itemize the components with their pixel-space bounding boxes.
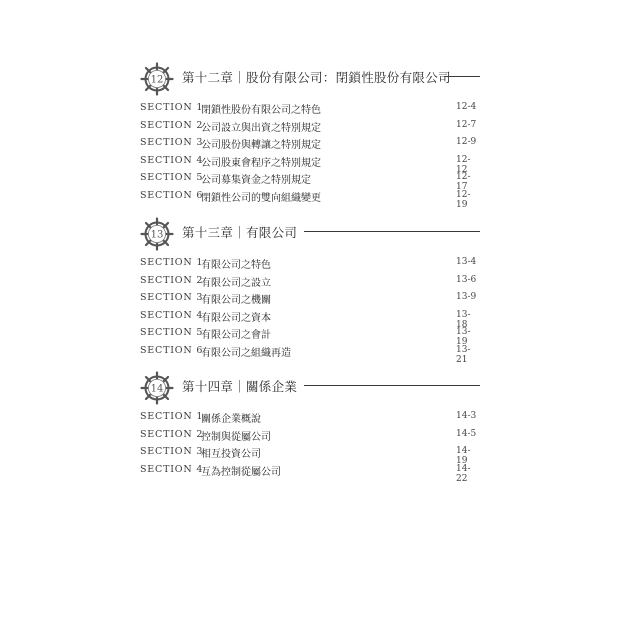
section-label: SECTION 1 (140, 257, 204, 268)
section-row[interactable] (140, 100, 480, 118)
section-page-number: 12-12 (456, 154, 471, 175)
section-row[interactable] (140, 325, 480, 348)
section-title: 有限公司之設立 (201, 277, 271, 289)
section-title: 公司設立與出資之特別規定 (201, 122, 321, 134)
section-page-number: 14-5 (456, 428, 477, 439)
chapter-12 (140, 66, 480, 210)
section-label: SECTION 5 (140, 327, 204, 339)
section-label: SECTION 3 (140, 137, 204, 149)
chapter-number: 13 (150, 229, 164, 241)
section-label: SECTION 4 (140, 154, 204, 166)
section-title: 相互投資公司 (201, 449, 261, 461)
chapter-header (140, 221, 480, 247)
section-title: 控制與從屬公司 (201, 431, 271, 443)
section-title: 公司募集資金之特別規定 (201, 175, 311, 187)
ship-wheel-icon (140, 217, 174, 251)
section-page-number: 14-19 (456, 446, 471, 467)
section-title: 互為控制從屬公司 (201, 466, 281, 478)
chapter-14 (140, 375, 480, 484)
section-label: SECTION 4 (140, 463, 204, 475)
section-row[interactable] (140, 273, 480, 291)
chapter-header (140, 375, 480, 401)
chapter-number: 12 (150, 74, 164, 86)
section-row[interactable] (140, 343, 480, 365)
section-page-number: 13-9 (456, 292, 477, 303)
section-row[interactable] (140, 290, 480, 308)
section-row[interactable] (140, 153, 480, 175)
section-page-number: 13-19 (456, 327, 471, 348)
section-page-number: 13-21 (456, 344, 471, 365)
section-page-number: 12-9 (456, 137, 477, 148)
chapter-number: 14 (150, 383, 164, 395)
section-label: SECTION 1 (140, 102, 204, 113)
section-row[interactable] (140, 308, 480, 330)
section-page-number: 12-4 (456, 102, 477, 112)
section-page-number: 12-19 (456, 189, 471, 210)
chapter-rule (304, 385, 480, 386)
section-label: SECTION 3 (140, 292, 204, 304)
section-title: 有限公司之機關 (201, 295, 271, 307)
section-label: SECTION 5 (140, 172, 204, 184)
section-row[interactable] (140, 462, 480, 484)
section-row[interactable] (140, 409, 480, 427)
section-title: 關係企業概說 (201, 414, 261, 425)
chapter-rule (444, 76, 480, 77)
ship-wheel-icon (140, 371, 174, 405)
chapter-title: 第十二章｜股份有限公司：閉鎖性股份有限公司 (182, 70, 451, 85)
section-title: 公司股東會程序之特別規定 (201, 157, 321, 169)
section-row[interactable] (140, 444, 480, 467)
chapter-13 (140, 221, 480, 365)
section-page-number: 12-17 (456, 172, 471, 193)
section-page-number: 13-6 (456, 274, 477, 285)
section-page-number: 14-22 (456, 463, 471, 484)
section-label: SECTION 2 (140, 119, 204, 131)
section-title: 公司股份與轉讓之特別規定 (201, 140, 321, 152)
section-label: SECTION 1 (140, 411, 204, 422)
section-label: SECTION 6 (140, 189, 204, 201)
section-page-number: 13-4 (456, 257, 477, 267)
chapter-header (140, 66, 480, 92)
chapter-title: 第十四章｜關係企業 (182, 379, 298, 394)
section-label: SECTION 6 (140, 344, 204, 356)
section-row[interactable] (140, 170, 480, 193)
ship-wheel-icon (140, 62, 174, 96)
section-list (140, 255, 480, 365)
chapter-title: 第十三章｜有限公司 (182, 225, 298, 240)
section-title: 有限公司之組織再造 (201, 347, 291, 359)
chapter-rule (304, 231, 480, 232)
section-row[interactable] (140, 135, 480, 153)
section-list (140, 100, 480, 210)
section-page-number: 12-7 (456, 119, 477, 130)
section-row[interactable] (140, 427, 480, 445)
section-title: 有限公司之特色 (201, 260, 271, 271)
section-row[interactable] (140, 255, 480, 273)
section-label: SECTION 2 (140, 274, 204, 286)
section-title: 有限公司之資本 (201, 312, 271, 324)
section-label: SECTION 4 (140, 309, 204, 321)
section-row[interactable] (140, 188, 480, 210)
section-row[interactable] (140, 118, 480, 136)
section-label: SECTION 2 (140, 428, 204, 440)
section-page-number: 13-18 (456, 309, 471, 330)
section-page-number: 14-3 (456, 411, 477, 421)
section-label: SECTION 3 (140, 446, 204, 458)
section-list (140, 409, 480, 484)
section-title: 閉鎖性公司的雙向組織變更 (201, 192, 321, 204)
section-title: 閉鎖性股份有限公司之特色 (201, 105, 321, 116)
section-title: 有限公司之會計 (201, 330, 271, 342)
